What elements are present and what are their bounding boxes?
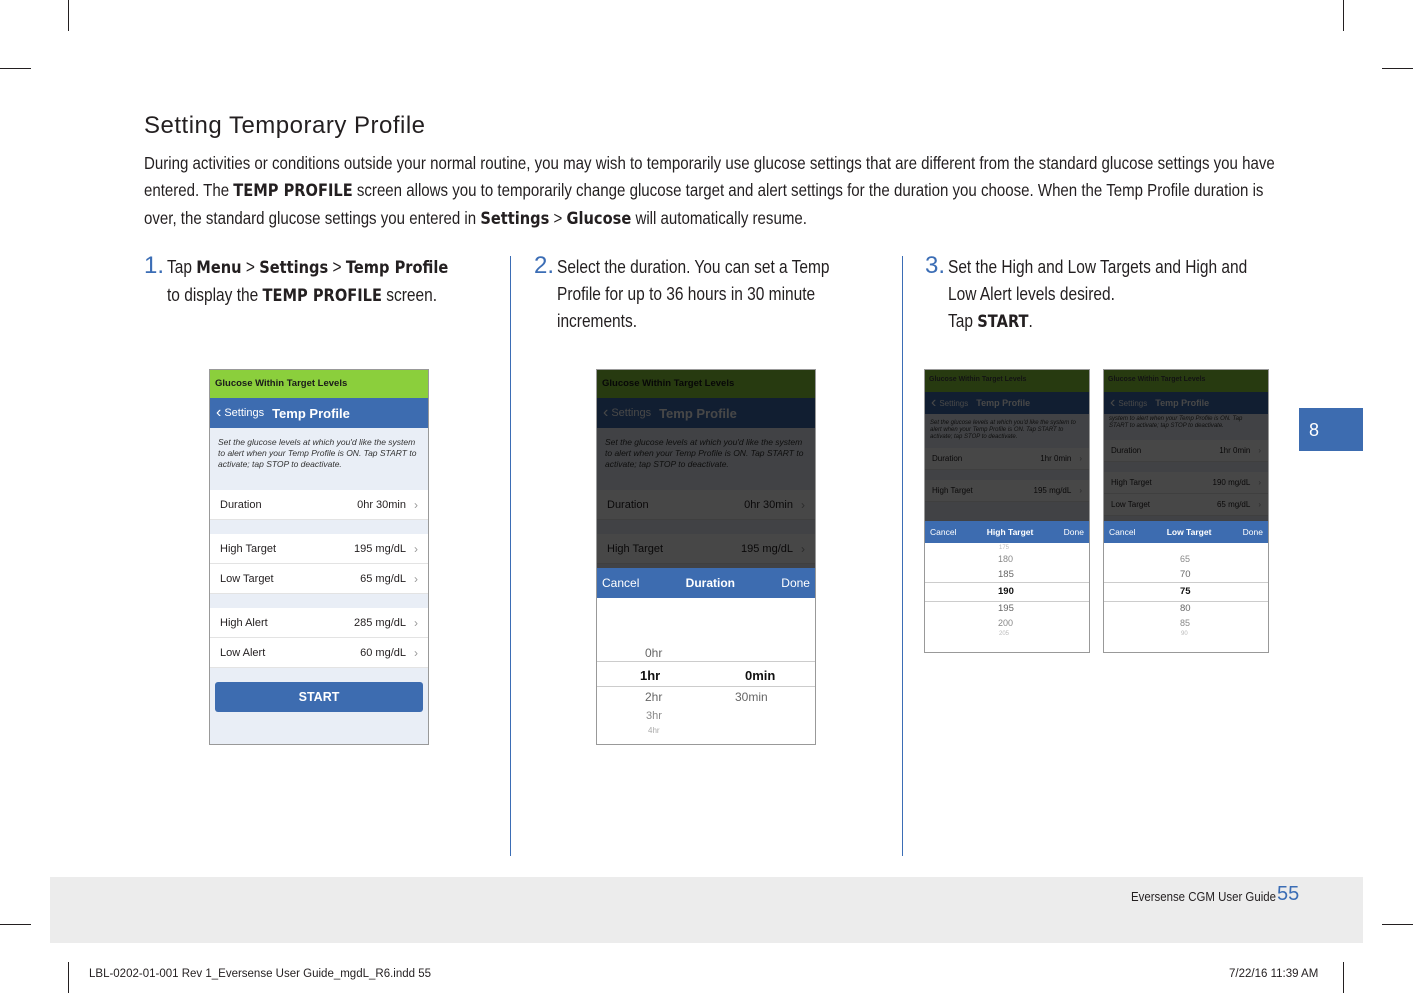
step-number: 1. — [144, 252, 165, 279]
done-button[interactable]: Done — [781, 576, 810, 590]
chevron-right-icon: › — [414, 497, 418, 512]
intro-paragraph: During activities or conditions outside your normal routine, you may wish to temporarily use glucose settings that are different from the standard glucose settings you have entered. The TEMP PROFILE screen allows you to temporarily change glucose target and alert settings for the duration you choose. When the Temp Profile duration is over, the standard glucose settings you entered in Settings > Glucose will automatically resume. — [144, 153, 1275, 229]
step-text: Set the High and Low Targets and High and Low Alert levels desired. Tap START. — [948, 257, 1248, 332]
picker-option[interactable]: 195 — [998, 603, 1014, 614]
chevron-right-icon: › — [414, 645, 418, 660]
picker-sheet — [1104, 521, 1268, 653]
picker-toolbar — [1104, 521, 1268, 543]
picker-option[interactable]: 80 — [1180, 603, 1191, 614]
screen-title: Temp Profile — [272, 405, 350, 421]
chevron-left-icon: ‹ — [216, 404, 222, 421]
picker-option[interactable]: 4hr — [648, 726, 660, 735]
row-low-target[interactable]: Low Target 65 mg/dL › — [210, 564, 428, 594]
row-duration[interactable]: Duration 0hr 30min › — [210, 490, 428, 520]
picker-toolbar — [597, 568, 815, 598]
chevron-right-icon: › — [414, 571, 418, 586]
column-divider — [510, 256, 511, 856]
done-button[interactable]: Done — [1063, 527, 1084, 537]
footer-guide-title: Eversense CGM User Guide — [1131, 889, 1276, 904]
done-button[interactable]: Done — [1242, 527, 1263, 537]
dim-overlay — [925, 370, 1089, 521]
duration-picker[interactable] — [597, 598, 815, 744]
footer-band — [50, 877, 1363, 943]
picker-title: Low Target — [1166, 527, 1212, 537]
chevron-right-icon: › — [414, 615, 418, 630]
cancel-button[interactable]: Cancel — [602, 576, 640, 590]
picker-option[interactable]: 90 — [1181, 631, 1188, 637]
phone-screenshot-high-target-picker — [924, 369, 1090, 653]
picker-option[interactable]: 200 — [998, 618, 1014, 628]
dim-overlay — [597, 370, 815, 568]
picker-option[interactable]: 30min — [735, 690, 768, 704]
description: Set the glucose levels at which you'd like the system to alert when your Temp Profile is ON. Tap START to activate; tap STOP to deactivate. — [218, 437, 417, 469]
step-number: 2. — [534, 252, 555, 279]
phone-screenshot-duration-picker — [596, 369, 816, 745]
picker-option[interactable]: 85 — [1180, 618, 1191, 628]
print-slug-file: LBL-0202-01-001 Rev 1_Eversense User Guide_mgdL_R6.indd 55 — [89, 968, 432, 980]
high-target-picker[interactable] — [925, 543, 1089, 653]
picker-option[interactable]: 70 — [1180, 569, 1191, 580]
page-title: Setting Temporary Profile — [144, 112, 426, 139]
picker-option[interactable]: 205 — [999, 631, 1010, 637]
row-high-target[interactable]: High Target 195 mg/dL › — [210, 534, 428, 564]
low-target-picker[interactable] — [1104, 543, 1268, 653]
crop-mark — [1382, 924, 1413, 925]
crop-mark — [0, 68, 31, 69]
back-button[interactable]: ‹ Settings — [216, 404, 265, 421]
picker-option-selected[interactable]: 0min — [745, 668, 776, 683]
start-button[interactable]: START — [215, 682, 423, 712]
step-text: Tap Menu > Settings > Temp Profile to display the TEMP PROFILE screen. — [167, 257, 449, 306]
nav-bar — [210, 398, 428, 428]
chevron-right-icon: › — [414, 541, 418, 556]
crop-mark — [1382, 68, 1413, 69]
crop-mark — [68, 962, 69, 993]
row-low-alert[interactable]: Low Alert 60 mg/dL › — [210, 638, 428, 668]
step-number: 3. — [925, 252, 946, 279]
picker-option[interactable]: 180 — [998, 554, 1014, 564]
picker-title: Duration — [685, 576, 735, 590]
chapter-tab: 8 — [1299, 408, 1363, 451]
crop-mark — [1343, 0, 1344, 31]
column-divider — [902, 256, 903, 856]
picker-title: High Target — [986, 527, 1034, 537]
crop-mark — [68, 0, 69, 31]
page-number: 55 — [1277, 883, 1300, 905]
picker-option[interactable]: 175 — [999, 545, 1010, 551]
step-text: Select the duration. You can set a Temp Profile for up to 36 hours in 30 minute increments. — [557, 257, 830, 331]
picker-sheet — [925, 521, 1089, 653]
phone-screenshot-temp-profile — [209, 369, 429, 745]
crop-mark — [1343, 962, 1344, 993]
print-slug-date: 7/22/16 11:39 AM — [1229, 968, 1319, 980]
picker-option-selected[interactable]: 190 — [998, 586, 1014, 597]
picker-option[interactable]: 2hr — [645, 690, 663, 704]
row-high-alert[interactable]: High Alert 285 mg/dL › — [210, 608, 428, 638]
picker-option[interactable]: 65 — [1180, 554, 1191, 564]
picker-option[interactable]: 0hr — [645, 646, 663, 660]
picker-option-selected[interactable]: 1hr — [640, 668, 661, 683]
cancel-button[interactable]: Cancel — [930, 527, 957, 537]
crop-mark — [0, 924, 31, 925]
picker-option-selected[interactable]: 75 — [1180, 586, 1191, 597]
picker-option[interactable]: 3hr — [646, 710, 662, 722]
phone-screenshot-low-target-picker — [1103, 369, 1269, 653]
picker-option[interactable]: 185 — [998, 569, 1014, 580]
picker-toolbar — [925, 521, 1089, 543]
cancel-button[interactable]: Cancel — [1109, 527, 1136, 537]
dim-overlay — [1104, 370, 1268, 521]
status-banner: Glucose Within Target Levels — [210, 370, 428, 398]
picker-sheet — [597, 568, 815, 744]
